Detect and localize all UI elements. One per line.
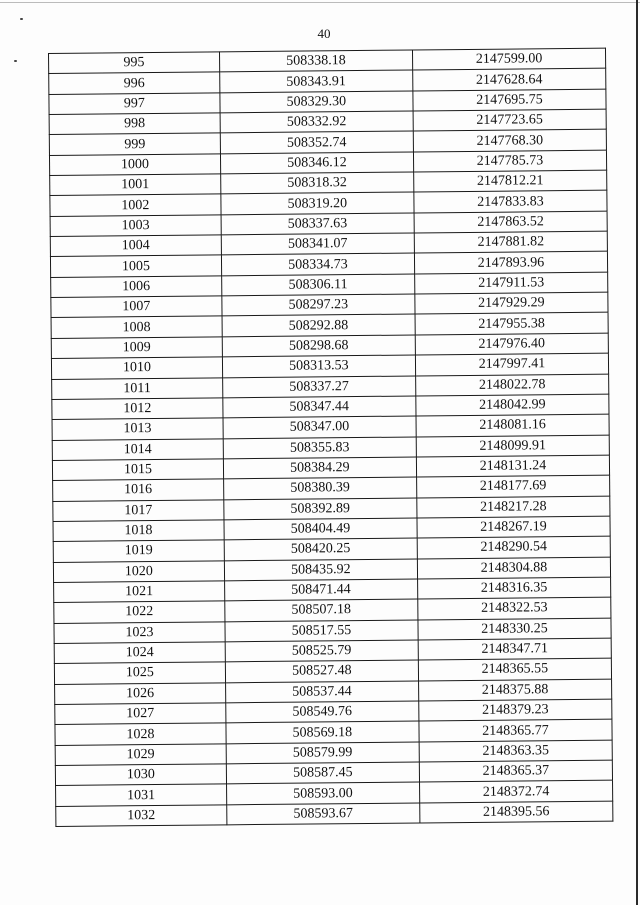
page-top-edge [0, 2, 640, 3]
point-number-cell: 1019 [53, 540, 224, 562]
x-coordinate-cell: 508527.48 [225, 660, 418, 682]
y-coordinate-cell: 2147599.00 [412, 48, 605, 70]
y-coordinate-cell: 2147881.82 [414, 231, 607, 253]
point-number-cell: 1000 [49, 154, 220, 176]
x-coordinate-cell: 508318.32 [220, 172, 413, 194]
y-coordinate-cell: 2148363.35 [419, 740, 612, 762]
point-number-cell: 1010 [51, 357, 222, 379]
x-coordinate-cell: 508332.92 [220, 111, 413, 133]
x-coordinate-cell: 508313.53 [222, 355, 415, 377]
x-coordinate-cell: 508380.39 [223, 477, 416, 499]
x-coordinate-cell: 508587.45 [226, 762, 419, 784]
x-coordinate-cell: 508384.29 [223, 457, 416, 479]
x-coordinate-cell: 508392.89 [224, 498, 417, 520]
point-number-cell: 1005 [50, 255, 221, 277]
point-number-cell: 1007 [51, 296, 222, 318]
point-number-cell: 998 [49, 113, 220, 135]
point-number-cell: 1024 [54, 642, 225, 664]
y-coordinate-cell: 2147929.29 [415, 292, 608, 314]
point-number-cell: 1018 [53, 520, 224, 542]
point-number-cell: 1021 [54, 581, 225, 603]
x-coordinate-cell: 508420.25 [224, 538, 417, 560]
y-coordinate-cell: 2147863.52 [414, 211, 607, 233]
x-coordinate-cell: 508537.44 [225, 681, 418, 703]
y-coordinate-cell: 2148347.71 [418, 638, 611, 660]
y-coordinate-cell: 2147976.40 [415, 333, 608, 355]
y-coordinate-cell: 2148267.19 [417, 516, 610, 538]
point-number-cell: 1016 [53, 479, 224, 501]
point-number-cell: 1027 [55, 703, 226, 725]
x-coordinate-cell: 508435.92 [224, 559, 417, 581]
point-number-cell: 1001 [50, 174, 221, 196]
y-coordinate-cell: 2147812.21 [414, 170, 607, 192]
y-coordinate-cell: 2148022.78 [416, 374, 609, 396]
x-coordinate-cell: 508343.91 [220, 70, 413, 92]
y-coordinate-cell: 2147768.30 [413, 130, 606, 152]
x-coordinate-cell: 508346.12 [220, 152, 413, 174]
y-coordinate-cell: 2148365.37 [419, 760, 612, 782]
y-coordinate-cell: 2148304.88 [417, 557, 610, 579]
x-coordinate-cell: 508319.20 [221, 192, 414, 214]
point-number-cell: 1032 [56, 805, 227, 827]
point-number-cell: 1002 [50, 194, 221, 216]
point-number-cell: 1011 [52, 377, 223, 399]
point-number-cell: 1020 [53, 560, 224, 582]
point-number-cell: 1028 [55, 723, 226, 745]
y-coordinate-cell: 2147833.83 [414, 191, 607, 213]
point-number-cell: 1009 [51, 337, 222, 359]
x-coordinate-cell: 508569.18 [226, 721, 419, 743]
x-coordinate-cell: 508337.63 [221, 213, 414, 235]
y-coordinate-cell: 2147911.53 [415, 272, 608, 294]
x-coordinate-cell: 508355.83 [223, 437, 416, 459]
point-number-cell: 997 [49, 93, 220, 115]
y-coordinate-cell: 2147785.73 [413, 150, 606, 172]
point-number-cell: 1030 [55, 764, 226, 786]
x-coordinate-cell: 508507.18 [225, 599, 418, 621]
y-coordinate-cell: 2148081.16 [416, 414, 609, 436]
x-coordinate-cell: 508347.44 [223, 396, 416, 418]
point-number-cell: 1014 [52, 438, 223, 460]
y-coordinate-cell: 2148365.77 [419, 719, 612, 741]
x-coordinate-cell: 508292.88 [222, 314, 415, 336]
page-right-edge [636, 0, 638, 905]
x-coordinate-cell: 508593.00 [226, 782, 419, 804]
x-coordinate-cell: 508352.74 [220, 131, 413, 153]
x-coordinate-cell: 508337.27 [222, 375, 415, 397]
y-coordinate-cell: 2148365.55 [418, 658, 611, 680]
y-coordinate-cell: 2148177.69 [416, 475, 609, 497]
point-number-cell: 1013 [52, 418, 223, 440]
point-number-cell: 1006 [51, 276, 222, 298]
y-coordinate-cell: 2148290.54 [417, 536, 610, 558]
x-coordinate-cell: 508549.76 [226, 701, 419, 723]
y-coordinate-cell: 2148395.56 [420, 801, 613, 823]
point-number-cell: 1012 [52, 398, 223, 420]
y-coordinate-cell: 2148131.24 [416, 455, 609, 477]
x-coordinate-cell: 508404.49 [224, 518, 417, 540]
x-coordinate-cell: 508297.23 [222, 294, 415, 316]
y-coordinate-cell: 2148099.91 [416, 435, 609, 457]
page-number: 40 [317, 26, 331, 41]
x-coordinate-cell: 508341.07 [221, 233, 414, 255]
x-coordinate-cell: 508329.30 [220, 91, 413, 113]
point-number-cell: 1008 [51, 316, 222, 338]
y-coordinate-cell: 2147628.64 [413, 68, 606, 90]
y-coordinate-cell: 2148042.99 [416, 394, 609, 416]
x-coordinate-cell: 508338.18 [219, 50, 412, 72]
y-coordinate-cell: 2147893.96 [414, 252, 607, 274]
point-number-cell: 999 [49, 133, 220, 155]
y-coordinate-cell: 2147997.41 [415, 353, 608, 375]
point-number-cell: 1025 [54, 662, 225, 684]
y-coordinate-cell: 2148379.23 [419, 699, 612, 721]
x-coordinate-cell: 508306.11 [221, 274, 414, 296]
x-coordinate-cell: 508471.44 [224, 579, 417, 601]
y-coordinate-cell: 2148330.25 [418, 618, 611, 640]
point-number-cell: 1003 [50, 215, 221, 237]
x-coordinate-cell: 508593.67 [227, 803, 420, 825]
y-coordinate-cell: 2147955.38 [415, 313, 608, 335]
x-coordinate-cell: 508298.68 [222, 335, 415, 357]
point-number-cell: 1029 [55, 744, 226, 766]
coordinates-table-wrapper [48, 48, 613, 827]
y-coordinate-cell: 2148217.28 [417, 496, 610, 518]
y-coordinate-cell: 2148322.53 [418, 597, 611, 619]
y-coordinate-cell: 2147723.65 [413, 109, 606, 131]
x-coordinate-cell: 508579.99 [226, 742, 419, 764]
point-number-cell: 995 [49, 52, 220, 74]
x-coordinate-cell: 508517.55 [225, 620, 418, 642]
y-coordinate-cell: 2148372.74 [419, 780, 612, 802]
point-number-cell: 1004 [50, 235, 221, 257]
point-number-cell: 1031 [56, 784, 227, 806]
scan-speck [14, 60, 17, 62]
point-number-cell: 1023 [54, 621, 225, 643]
coordinates-table-body [49, 48, 613, 826]
point-number-cell: 1026 [55, 682, 226, 704]
x-coordinate-cell: 508347.00 [223, 416, 416, 438]
y-coordinate-cell: 2148375.88 [418, 679, 611, 701]
y-coordinate-cell: 2148316.35 [417, 577, 610, 599]
point-number-cell: 1015 [52, 459, 223, 481]
x-coordinate-cell: 508334.73 [221, 253, 414, 275]
coordinates-table [48, 48, 613, 827]
point-number-cell: 996 [49, 72, 220, 94]
y-coordinate-cell: 2147695.75 [413, 89, 606, 111]
point-number-cell: 1017 [53, 499, 224, 521]
point-number-cell: 1022 [54, 601, 225, 623]
x-coordinate-cell: 508525.79 [225, 640, 418, 662]
scan-speck [20, 18, 23, 20]
